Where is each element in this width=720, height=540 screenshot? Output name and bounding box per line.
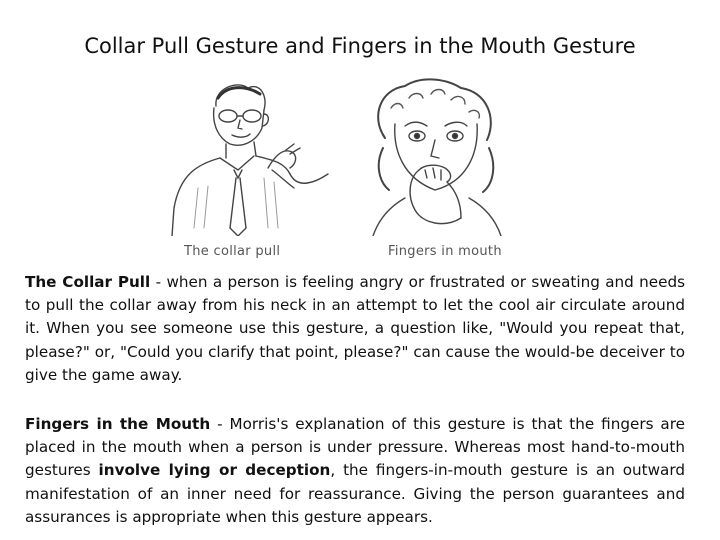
slide-title: Collar Pull Gesture and Fingers in the Mouth Gesture <box>84 34 636 58</box>
fingers-in-mouth-caption: Fingers in mouth <box>388 244 502 259</box>
fingers-in-mouth-illustration <box>365 78 515 236</box>
collar-pull-separator: - <box>150 273 167 291</box>
fingers-in-mouth-term: Fingers in the Mouth <box>25 415 211 433</box>
collar-pull-text: when a person is feeling angry or frustrated or sweating and needs to pull the collar away from his neck in an attempt to let the cool air circulate around it. When you see someone use this gesture, a question like, "Would you repeat that, please?" or, "Could you clarify that point, please?" can cause the would-be deceiver to give the game away. <box>25 273 686 384</box>
fingers-in-mouth-text-before: Morris's explanation of this gesture is that the fingers are placed in the mouth when a person is under pressure. Whereas most hand-to-mouth gestures <box>25 415 685 480</box>
collar-pull-paragraph <box>25 271 685 387</box>
collar-pull-term: The Collar Pull <box>25 273 151 291</box>
fingers-in-mouth-paragraph <box>25 413 685 529</box>
fingers-in-mouth-text-after: , the fingers-in-mouth gesture is an outward manifestation of an inner need for reassurance. Giving the person guarantees and assurances is appropriate when this gesture appears. <box>25 461 685 526</box>
fingers-in-mouth-separator: - <box>210 415 230 433</box>
fingers-in-mouth-emphasis: involve lying or deception <box>98 461 331 480</box>
collar-pull-caption: The collar pull <box>184 244 281 259</box>
collar-pull-illustration <box>168 78 344 236</box>
